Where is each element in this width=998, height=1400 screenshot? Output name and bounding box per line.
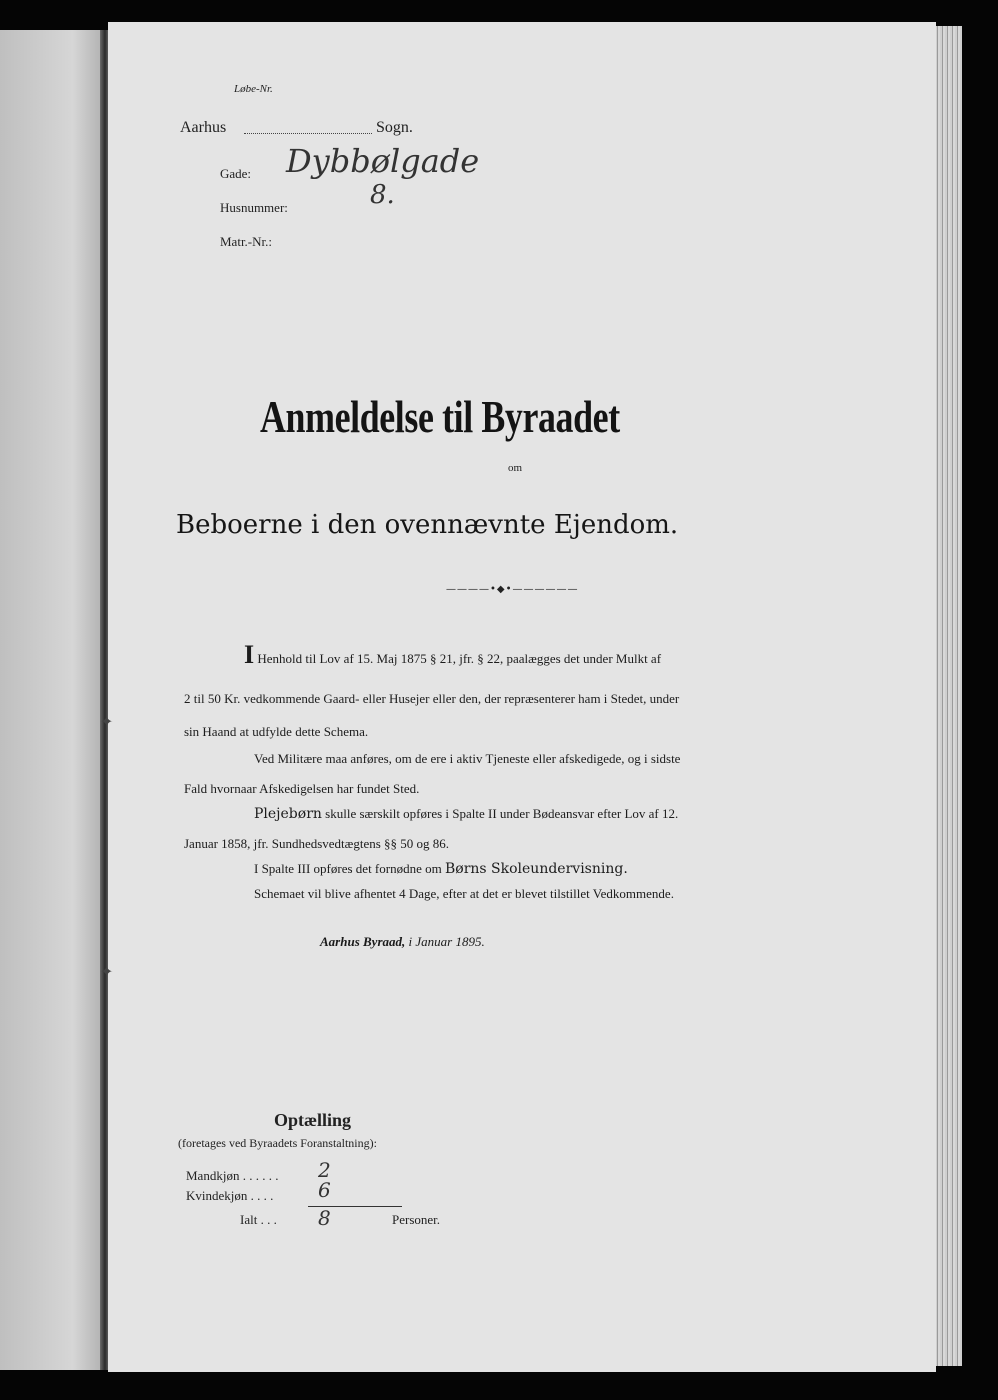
city-label: Aarhus <box>180 119 227 136</box>
sogn-label: Sogn. <box>376 119 413 136</box>
drop-cap: I <box>244 640 255 669</box>
kvindekjon-dots: . . . . <box>250 1188 274 1203</box>
paragraph-2-line-1: Ved Militære maa anføres, om de ere i aktiv Tjeneste eller afskedigede, og i sidste <box>254 751 681 766</box>
ialt-dots: . . . <box>260 1212 277 1227</box>
paragraph-4 <box>254 862 628 876</box>
husnummer-handwritten: 8. <box>370 180 395 210</box>
ialt-row <box>240 1212 277 1228</box>
document-title: Anmeldelse til Byraadet <box>260 391 620 442</box>
sogn-dotted-line <box>244 133 372 134</box>
mandkjon-value: 2 <box>318 1158 331 1182</box>
mandkjon-row <box>186 1168 278 1184</box>
skoleundervisning-emphasis: Børns Skoleundervisning. <box>444 861 628 877</box>
kvindekjon-value: 6 <box>318 1178 331 1202</box>
mandkjon-dots: . . . . . . <box>242 1168 279 1183</box>
paragraph-5: Schemaet vil blive afhentet 4 Dage, efter at det er blevet tilstillet Vedkommende. <box>254 886 674 901</box>
document-page <box>100 22 936 1372</box>
personer-label: Personer. <box>392 1212 441 1227</box>
signature-bold: Aarhus Byraad, <box>320 934 406 949</box>
gade-label: Gade: <box>220 166 252 181</box>
paragraph-3-line-2: Januar 1858, jfr. Sundhedsvedtægtens §§ 50 og 86. <box>184 836 450 851</box>
ialt-label: Ialt <box>240 1212 258 1227</box>
paragraph-3-line-1 <box>254 807 678 821</box>
left-page-edge <box>0 30 104 1370</box>
mandkjon-label: Mandkjøn <box>186 1168 240 1183</box>
binding-stitch-icon: ✦ <box>100 962 114 981</box>
kvindekjon-row <box>186 1188 273 1204</box>
document-subtitle: Beboerne i den ovennævnte Ejendom. <box>176 510 679 540</box>
census-title: Optælling <box>274 1110 352 1130</box>
census-subtitle: (foretages ved Byraadets Foranstaltning): <box>178 1136 377 1150</box>
husnummer-label: Husnummer: <box>220 200 288 215</box>
paragraph-2-line-2: Fald hvornaar Afskedigelsen har fundet Sted. <box>184 781 420 796</box>
binding-stitch-icon: ✦ <box>100 712 114 731</box>
p4-text: I Spalte III opføres det fornødne om <box>254 861 442 876</box>
paragraph-1-line-3: sin Haand at udfylde dette Schema. <box>184 724 369 739</box>
matr-label: Matr.-Nr.: <box>220 234 272 249</box>
kvindekjon-label: Kvindekjøn <box>186 1188 248 1203</box>
ialt-value: 8 <box>318 1206 331 1230</box>
gade-handwritten: Dybbølgade <box>286 142 480 180</box>
signature-line <box>320 934 485 950</box>
paragraph-1-line-2: 2 til 50 Kr. vedkommende Gaard- eller Husejer eller den, der repræsenterer ham i Stedet, under <box>184 691 680 706</box>
plejeborn-emphasis: Plejebørn <box>254 806 322 822</box>
om-word: om <box>508 462 523 474</box>
lobe-nr-label: Løbe-Nr. <box>234 83 273 95</box>
p3-line1-text: skulle særskilt opføres i Spalte II under Bødeansvar efter Lov af 12. <box>325 806 679 821</box>
p1-line1-text: Henhold til Lov af 15. Maj 1875 § 21, jfr. § 22, paalægges det under Mulkt af <box>257 651 662 666</box>
signature-rest: i Januar 1895. <box>408 934 485 949</box>
paragraph-1-line-1 <box>244 642 661 668</box>
ornament-divider: ————•◆•—————— <box>446 584 579 595</box>
